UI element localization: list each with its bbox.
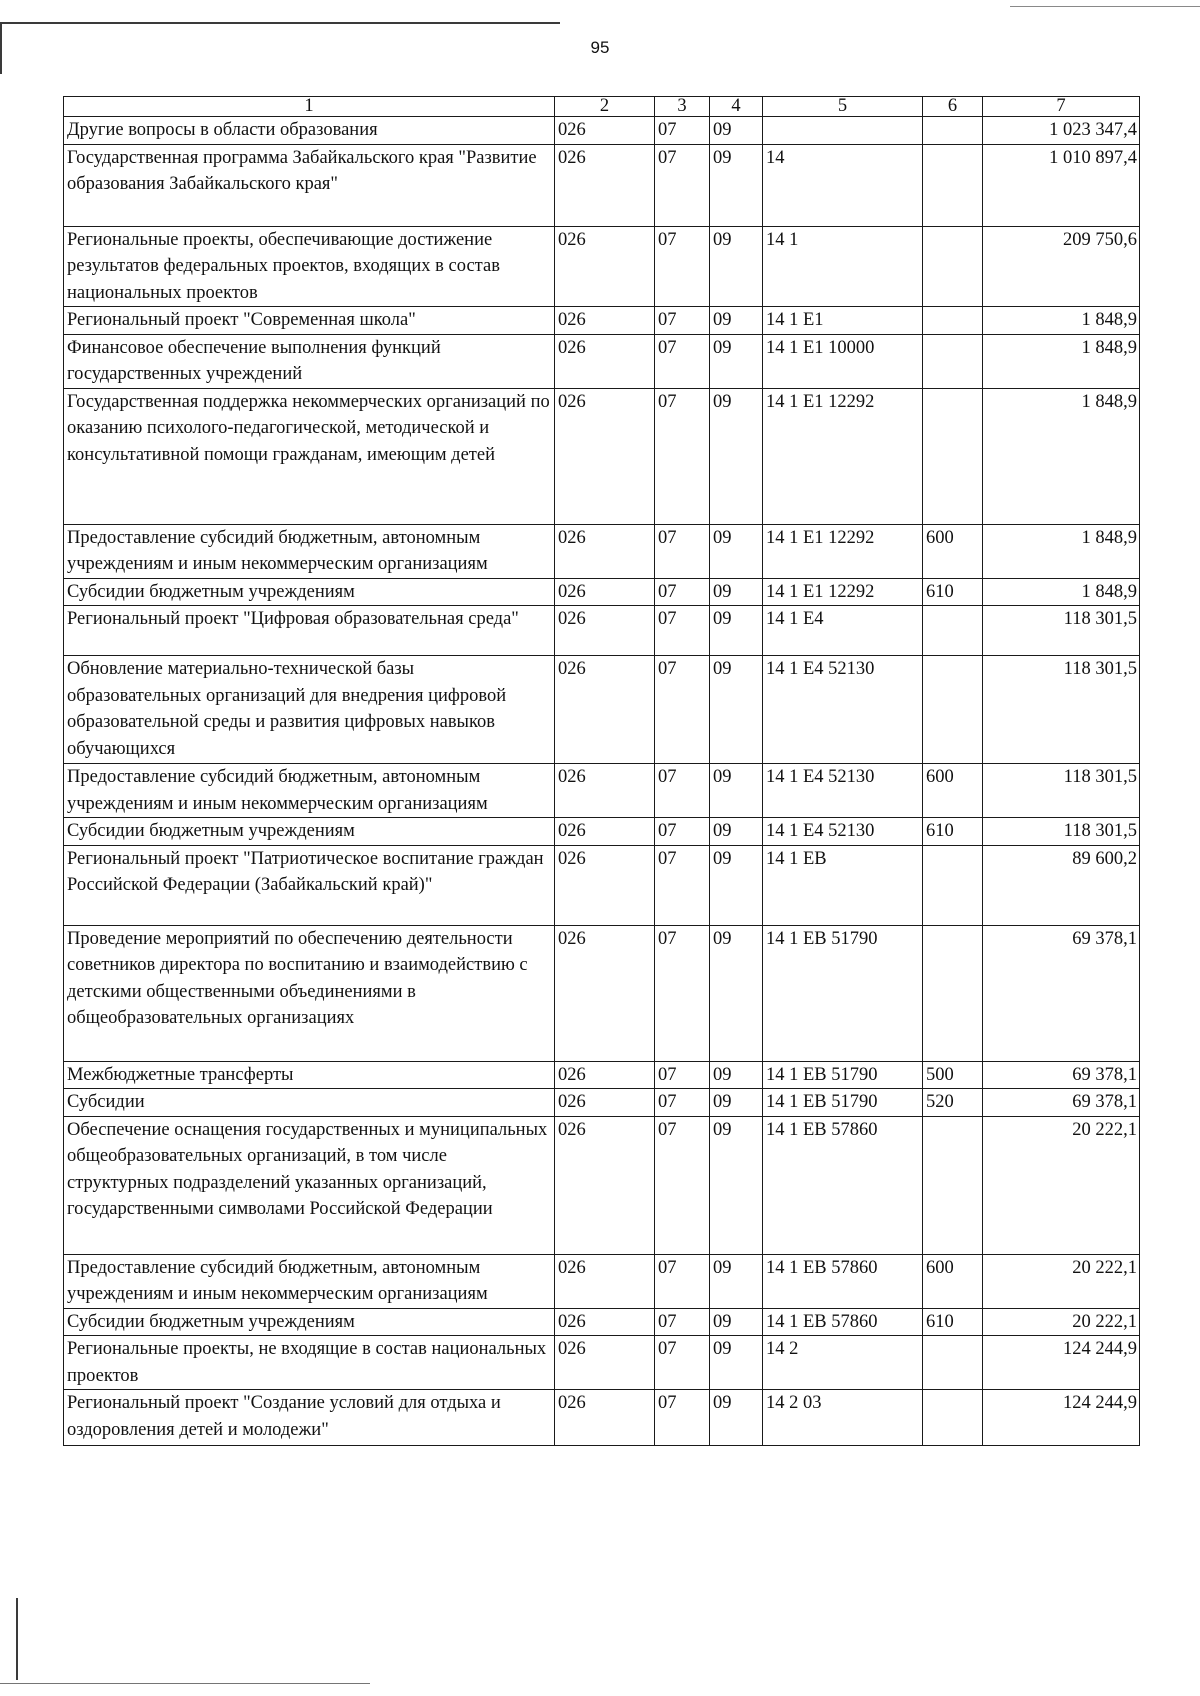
column-header: 3: [655, 97, 710, 117]
subsection-cell: 09: [710, 656, 763, 764]
table-row: [64, 1254, 1140, 1308]
expense-type-cell: 500: [923, 1061, 983, 1089]
page-number: 95: [590, 38, 610, 57]
scan-mark-left: [16, 1598, 18, 1680]
section-cell: 07: [655, 818, 710, 846]
table-row: [64, 764, 1140, 818]
expense-type-cell: [923, 925, 983, 1061]
item-name-cell: Проведение мероприятий по обеспечению деятельности советников директора по воспитанию и взаимодействию с детскими общественными объединениями в общеобразовательных организациях: [64, 925, 555, 1061]
subsection-cell: 09: [710, 764, 763, 818]
section-cell: 07: [655, 845, 710, 925]
target-article-cell: 14 2: [763, 1336, 923, 1390]
expense-type-cell: [923, 1336, 983, 1390]
section-cell: 07: [655, 1089, 710, 1117]
table-row: [64, 1116, 1140, 1254]
section-cell: 07: [655, 226, 710, 307]
expense-type-cell: 610: [923, 818, 983, 846]
expense-type-cell: [923, 606, 983, 656]
subsection-cell: 09: [710, 606, 763, 656]
target-article-cell: 14 1 E4 52130: [763, 764, 923, 818]
target-article-cell: 14 1 E1 12292: [763, 524, 923, 578]
expense-type-cell: [923, 226, 983, 307]
table-row: [64, 226, 1140, 307]
section-cell: 07: [655, 388, 710, 524]
amount-cell: 89 600,2: [983, 845, 1140, 925]
table-row: [64, 307, 1140, 335]
table-row: [64, 578, 1140, 606]
target-article-cell: 14 1: [763, 226, 923, 307]
item-name-cell: Региональные проекты, обеспечивающие достижение результатов федеральных проектов, входящих в состав национальных проектов: [64, 226, 555, 307]
admin-code-cell: 026: [555, 1116, 655, 1254]
subsection-cell: 09: [710, 144, 763, 226]
admin-code-cell: 026: [555, 764, 655, 818]
target-article-cell: 14 1 E1: [763, 307, 923, 335]
item-name-cell: Предоставление субсидий бюджетным, автономным учреждениям и иным некоммерческим организациям: [64, 764, 555, 818]
scan-edge-bottom: [0, 1683, 370, 1684]
table-header-row: [64, 97, 1140, 117]
amount-cell: 1 010 897,4: [983, 144, 1140, 226]
subsection-cell: 09: [710, 226, 763, 307]
table-row: [64, 388, 1140, 524]
expense-type-cell: [923, 1390, 983, 1446]
item-name-cell: Субсидии бюджетным учреждениям: [64, 1308, 555, 1336]
admin-code-cell: 026: [555, 307, 655, 335]
target-article-cell: 14 1 EB 57860: [763, 1254, 923, 1308]
admin-code-cell: 026: [555, 1254, 655, 1308]
section-cell: 07: [655, 144, 710, 226]
target-article-cell: 14 1 EB 57860: [763, 1308, 923, 1336]
admin-code-cell: 026: [555, 524, 655, 578]
subsection-cell: 09: [710, 1089, 763, 1117]
section-cell: 07: [655, 1116, 710, 1254]
section-cell: 07: [655, 656, 710, 764]
target-article-cell: 14 1 E1 12292: [763, 578, 923, 606]
amount-cell: 118 301,5: [983, 606, 1140, 656]
target-article-cell: 14 1 EB 51790: [763, 1061, 923, 1089]
table-row: [64, 606, 1140, 656]
amount-cell: 209 750,6: [983, 226, 1140, 307]
item-name-cell: Региональные проекты, не входящие в состав национальных проектов: [64, 1336, 555, 1390]
amount-cell: 1 848,9: [983, 578, 1140, 606]
column-header: 5: [763, 97, 923, 117]
expense-type-cell: [923, 307, 983, 335]
target-article-cell: 14 1 E4: [763, 606, 923, 656]
target-article-cell: 14 1 E4 52130: [763, 818, 923, 846]
column-header: 4: [710, 97, 763, 117]
item-name-cell: Предоставление субсидий бюджетным, автономным учреждениям и иным некоммерческим организациям: [64, 1254, 555, 1308]
column-header: 7: [983, 97, 1140, 117]
item-name-cell: Региональный проект "Цифровая образовательная среда": [64, 606, 555, 656]
target-article-cell: 14 1 EB 57860: [763, 1116, 923, 1254]
item-name-cell: Субсидии бюджетным учреждениям: [64, 818, 555, 846]
section-cell: 07: [655, 307, 710, 335]
column-header: 2: [555, 97, 655, 117]
subsection-cell: 09: [710, 578, 763, 606]
section-cell: 07: [655, 578, 710, 606]
admin-code-cell: 026: [555, 388, 655, 524]
subsection-cell: 09: [710, 1390, 763, 1446]
target-article-cell: [763, 117, 923, 145]
subsection-cell: 09: [710, 845, 763, 925]
admin-code-cell: 026: [555, 578, 655, 606]
amount-cell: 69 378,1: [983, 1089, 1140, 1117]
amount-cell: 124 244,9: [983, 1390, 1140, 1446]
subsection-cell: 09: [710, 388, 763, 524]
section-cell: 07: [655, 925, 710, 1061]
section-cell: 07: [655, 524, 710, 578]
table-row: [64, 524, 1140, 578]
admin-code-cell: 026: [555, 1061, 655, 1089]
target-article-cell: 14 1 E1 12292: [763, 388, 923, 524]
table-row: [64, 818, 1140, 846]
budget-table: [63, 96, 1140, 1446]
section-cell: 07: [655, 606, 710, 656]
column-header: 1: [64, 97, 555, 117]
admin-code-cell: 026: [555, 606, 655, 656]
subsection-cell: 09: [710, 307, 763, 335]
item-name-cell: Предоставление субсидий бюджетным, автономным учреждениям и иным некоммерческим организациям: [64, 524, 555, 578]
section-cell: 07: [655, 1061, 710, 1089]
amount-cell: 1 848,9: [983, 307, 1140, 335]
admin-code-cell: 026: [555, 845, 655, 925]
table-row: [64, 1336, 1140, 1390]
subsection-cell: 09: [710, 1061, 763, 1089]
table-row: [64, 144, 1140, 226]
subsection-cell: 09: [710, 1254, 763, 1308]
amount-cell: 69 378,1: [983, 1061, 1140, 1089]
item-name-cell: Финансовое обеспечение выполнения функций государственных учреждений: [64, 334, 555, 388]
table-row: [64, 1390, 1140, 1446]
amount-cell: 1 848,9: [983, 334, 1140, 388]
amount-cell: 20 222,1: [983, 1116, 1140, 1254]
item-name-cell: Другие вопросы в области образования: [64, 117, 555, 145]
amount-cell: 124 244,9: [983, 1336, 1140, 1390]
expense-type-cell: [923, 845, 983, 925]
admin-code-cell: 026: [555, 1308, 655, 1336]
item-name-cell: Обновление материально-технической базы образовательных организаций для внедрения цифровой образовательной среды и развития цифровых навыков обучающихся: [64, 656, 555, 764]
expense-type-cell: 600: [923, 764, 983, 818]
table-row: [64, 925, 1140, 1061]
item-name-cell: Государственная программа Забайкальского края "Развитие образования Забайкальского края": [64, 144, 555, 226]
admin-code-cell: 026: [555, 1336, 655, 1390]
expense-type-cell: [923, 1116, 983, 1254]
item-name-cell: Государственная поддержка некоммерческих организаций по оказанию психолого-педагогической, методической и консультативной помощи гражданам, имеющим детей: [64, 388, 555, 524]
table-row: [64, 656, 1140, 764]
expense-type-cell: 520: [923, 1089, 983, 1117]
expense-type-cell: 600: [923, 524, 983, 578]
amount-cell: 118 301,5: [983, 764, 1140, 818]
amount-cell: 69 378,1: [983, 925, 1140, 1061]
expense-type-cell: 610: [923, 578, 983, 606]
section-cell: 07: [655, 1308, 710, 1336]
scan-edge-top-right: [1010, 6, 1200, 7]
subsection-cell: 09: [710, 1116, 763, 1254]
expense-type-cell: 610: [923, 1308, 983, 1336]
table-row: [64, 1089, 1140, 1117]
table-row: [64, 117, 1140, 145]
section-cell: 07: [655, 1390, 710, 1446]
item-name-cell: Межбюджетные трансферты: [64, 1061, 555, 1089]
item-name-cell: Региональный проект "Создание условий для отдыха и оздоровления детей и молодежи": [64, 1390, 555, 1446]
expense-type-cell: [923, 117, 983, 145]
amount-cell: 1 023 347,4: [983, 117, 1140, 145]
expense-type-cell: 600: [923, 1254, 983, 1308]
scan-edge-top: [0, 22, 560, 24]
section-cell: 07: [655, 334, 710, 388]
section-cell: 07: [655, 1336, 710, 1390]
target-article-cell: 14 1 E1 10000: [763, 334, 923, 388]
admin-code-cell: 026: [555, 1390, 655, 1446]
item-name-cell: Субсидии бюджетным учреждениям: [64, 578, 555, 606]
amount-cell: 20 222,1: [983, 1308, 1140, 1336]
admin-code-cell: 026: [555, 226, 655, 307]
expense-type-cell: [923, 334, 983, 388]
subsection-cell: 09: [710, 334, 763, 388]
expense-type-cell: [923, 388, 983, 524]
expense-type-cell: [923, 656, 983, 764]
subsection-cell: 09: [710, 1308, 763, 1336]
admin-code-cell: 026: [555, 1089, 655, 1117]
target-article-cell: 14 1 EB 51790: [763, 1089, 923, 1117]
target-article-cell: 14 1 EB 51790: [763, 925, 923, 1061]
table-row: [64, 1308, 1140, 1336]
target-article-cell: 14 2 03: [763, 1390, 923, 1446]
amount-cell: 20 222,1: [983, 1254, 1140, 1308]
amount-cell: 118 301,5: [983, 656, 1140, 764]
table-row: [64, 845, 1140, 925]
admin-code-cell: 026: [555, 334, 655, 388]
admin-code-cell: 026: [555, 818, 655, 846]
item-name-cell: Региональный проект "Патриотическое воспитание граждан Российской Федерации (Забайкальский край)": [64, 845, 555, 925]
admin-code-cell: 026: [555, 656, 655, 764]
subsection-cell: 09: [710, 117, 763, 145]
section-cell: 07: [655, 764, 710, 818]
subsection-cell: 09: [710, 524, 763, 578]
expense-type-cell: [923, 144, 983, 226]
amount-cell: 1 848,9: [983, 524, 1140, 578]
amount-cell: 118 301,5: [983, 818, 1140, 846]
item-name-cell: Субсидии: [64, 1089, 555, 1117]
table-row: [64, 334, 1140, 388]
table-row: [64, 1061, 1140, 1089]
admin-code-cell: 026: [555, 144, 655, 226]
subsection-cell: 09: [710, 818, 763, 846]
subsection-cell: 09: [710, 1336, 763, 1390]
section-cell: 07: [655, 1254, 710, 1308]
section-cell: 07: [655, 117, 710, 145]
amount-cell: 1 848,9: [983, 388, 1140, 524]
admin-code-cell: 026: [555, 925, 655, 1061]
subsection-cell: 09: [710, 925, 763, 1061]
column-header: 6: [923, 97, 983, 117]
target-article-cell: 14: [763, 144, 923, 226]
item-name-cell: Региональный проект "Современная школа": [64, 307, 555, 335]
target-article-cell: 14 1 E4 52130: [763, 656, 923, 764]
admin-code-cell: 026: [555, 117, 655, 145]
item-name-cell: Обеспечение оснащения государственных и муниципальных общеобразовательных организаций, в том числе структурных подразделений указанных организаций, государственными символами Российской Федерации: [64, 1116, 555, 1254]
target-article-cell: 14 1 EB: [763, 845, 923, 925]
